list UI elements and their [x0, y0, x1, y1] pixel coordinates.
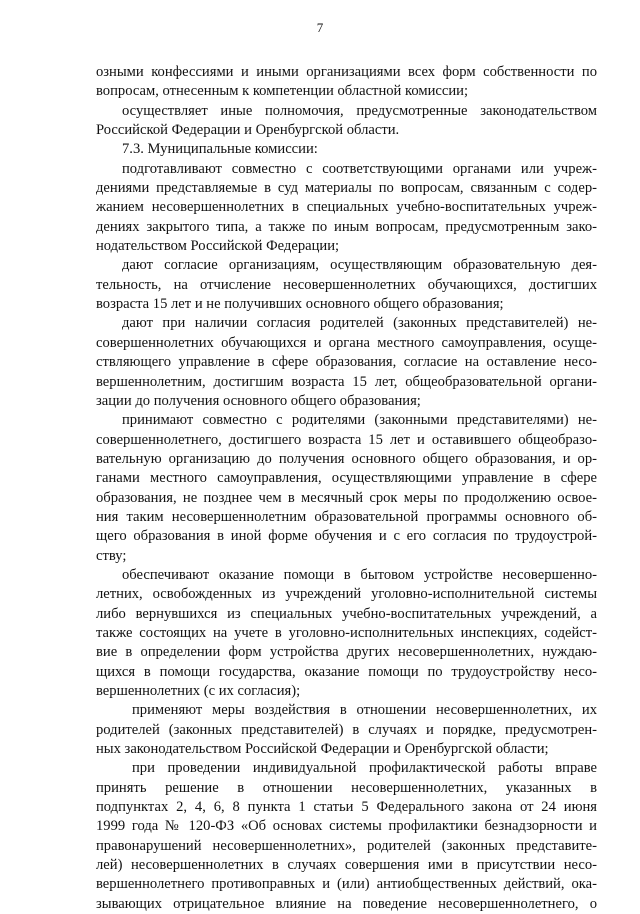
text-line: осуществляет иные полномочия, предусмотренные законодательством: [122, 102, 597, 119]
text-line: подготавливают совместно с соответствующими органами или учреж-: [122, 160, 597, 177]
text-line: правонарушений несовершеннолетних», родителей (законных представите-: [96, 837, 597, 854]
text-line: вательную организацию до получения основного общего образования, и ор-: [96, 450, 597, 467]
text-line: щего образования в иной форме обучения и с его согласия по трудоустрой-: [96, 528, 597, 545]
text-line: жанием несовершеннолетних в специальных учебно-воспитательных учреж-: [96, 199, 597, 216]
text-line: ствляющего управление в сфере образования, согласие на оставление несо-: [96, 354, 597, 371]
text-line: принять решение в отношении несовершеннолетних, указанных в: [96, 779, 597, 796]
text-line: образования, не позднее чем в месячный срок меры по продолжению освое-: [96, 489, 597, 506]
text-line: ганами местного самоуправления, осуществляющими управление в сфере: [96, 470, 597, 487]
text-line: совершеннолетних обучающихся и органа местного самоуправления, осуще-: [96, 334, 597, 351]
text-line: тельность, на отчисление несовершеннолетних обучающихся, достигших: [96, 276, 597, 293]
text-line: вершеннолетним, достигшим возраста 15 лет, общеобразовательной органи-: [96, 373, 597, 390]
text-line: Российской Федерации и Оренбургской области.: [96, 122, 400, 139]
text-line: ния таким несовершеннолетним образовательной программы основного об-: [96, 508, 597, 525]
text-line: дениях закрытого типа, а также по иным вопросам, предусмотренным зако-: [96, 218, 597, 235]
text-line: родителей (законных представителей) в случаях и порядке, предусмотрен-: [96, 721, 597, 738]
section-heading: 7.3. Муниципальные комиссии:: [122, 141, 318, 158]
text-line: принимают совместно с родителями (законными представителями) не-: [122, 412, 597, 429]
text-line: вершеннолетнего противоправных и (или) антиобщественных действий, ока-: [96, 876, 597, 893]
text-line: нодательством Российской Федерации;: [96, 238, 340, 255]
text-line: зывающих отрицательное влияние на поведение несовершеннолетнего, о: [96, 895, 597, 912]
text-line: лей) несовершеннолетних в случаях совершения ими в присутствии несо-: [96, 857, 597, 874]
text-line: дают при наличии согласия родителей (законных представителей) не-: [122, 315, 597, 332]
text-line: возраста 15 лет и не получивших основного общего образования;: [96, 296, 504, 313]
text-line: дают согласие организациям, осуществляющим образовательную дея-: [122, 257, 597, 274]
text-line: обеспечивают оказание помощи в бытовом устройстве несовершенно-: [122, 566, 597, 583]
text-line: при проведении индивидуальной профилактической работы вправе: [132, 760, 597, 777]
text-line: дениями представляемые в суд материалы по вопросам, связанным с содер-: [96, 180, 597, 197]
text-line: летних, освобожденных из учреждений уголовно-исполнительной системы: [96, 586, 597, 603]
page-number: 7: [316, 20, 324, 35]
text-line: подпунктах 2, 4, 6, 8 пункта 1 статьи 5 Федерального закона от 24 июня: [96, 799, 597, 816]
text-line: вие в определении форм устройства других несовершеннолетних, нуждаю-: [96, 644, 597, 661]
text-line: либо вернувшихся из специальных учебно-воспитательных учреждений, а: [96, 605, 597, 622]
text-line: ству;: [96, 547, 127, 564]
text-line: щихся в помощи государства, оказание помощи по трудоустройству несо-: [96, 663, 597, 680]
text-line: озными конфессиями и иными организациями всех форм собственности по: [96, 64, 597, 80]
text-line: применяют меры воздействия в отношении несовершеннолетних, их: [132, 702, 597, 719]
text-line: вопросам, отнесенным к компетенции областной комиссии;: [96, 83, 469, 100]
document-body: [96, 63, 597, 914]
text-line: также состоящих на учете в уголовно-исполнительных инспекциях, содейст-: [96, 624, 597, 641]
text-line: ных законодательством Российской Федерации и Оренбургской области;: [96, 741, 549, 758]
text-line: 1999 года № 120-ФЗ «Об основах системы профилактики безнадзорности и: [96, 818, 597, 835]
text-line: совершеннолетнего, достигшего возраста 15 лет и оставившего общеобразо-: [96, 431, 597, 448]
text-line: вершеннолетних (с их согласия);: [96, 683, 301, 699]
text-line: зации до получения основного общего образования;: [96, 392, 421, 409]
